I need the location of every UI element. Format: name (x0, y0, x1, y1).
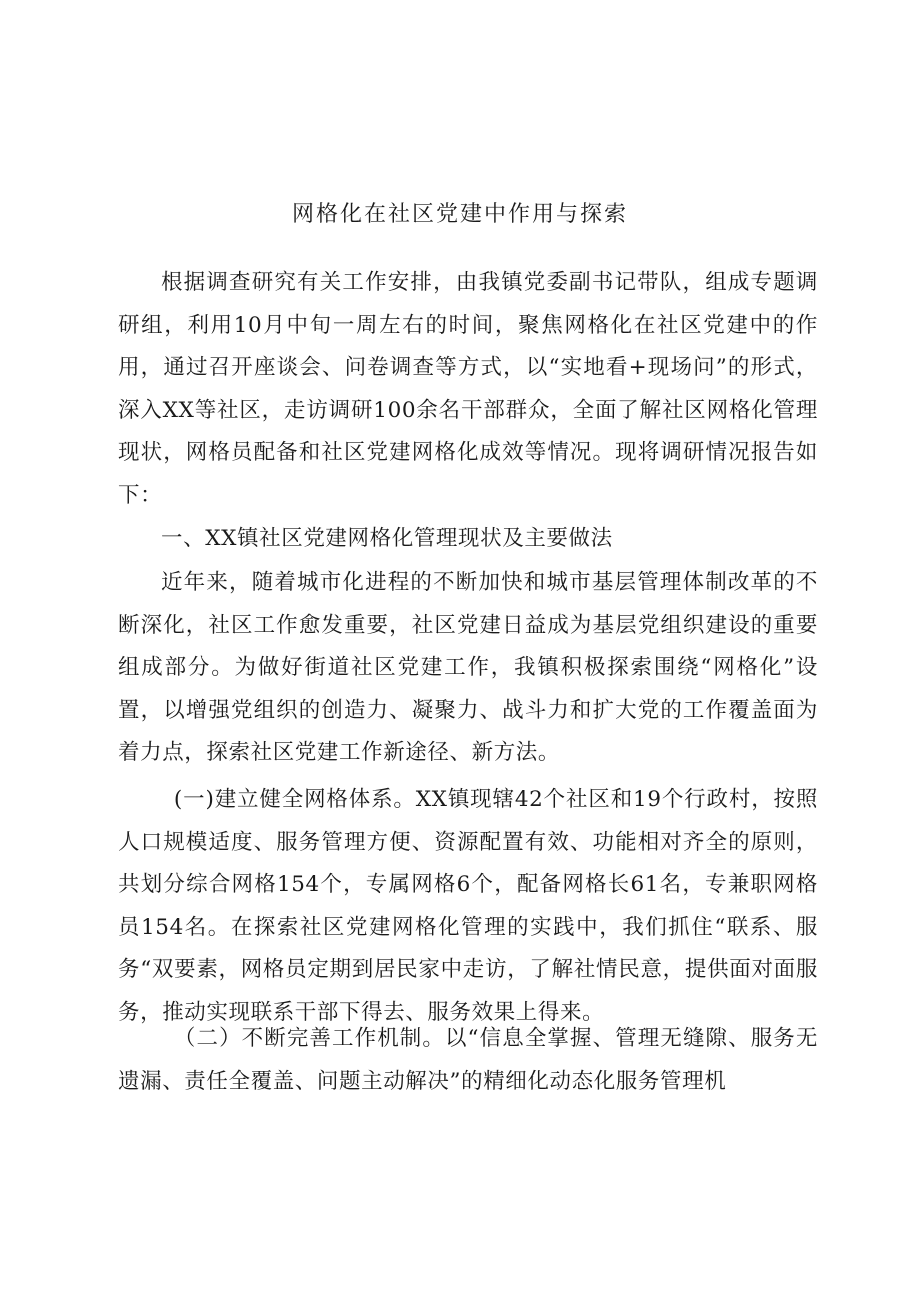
document-title: 网格化在社区党建中作用与探索 (291, 202, 628, 227)
section-1-intro-paragraph: 近年来，随着城市化进程的不断加快和城市基层管理体制改革的不断深化，社区工作愈发重要，社区党建日益成为基层党组织建设的重要组成部分。为做好街道社区党建工作，我镇积极探索围绕“网格化”设置，以增强党组织的创造力、凝聚力、战斗力和扩大党的工作覆盖面为着力点，探索社区党建工作新途径、新方法。 (118, 570, 818, 765)
section-heading-1: 一、XX镇社区党建网格化管理现状及主要做法 (161, 526, 613, 551)
subsection-1-paragraph: (一)建立健全网格体系。XX镇现辖42个社区和19个行政村，按照人口规模适度、服务管理方便、资源配置有效、功能相对齐全的原则，共划分综合网格154个，专属网格6个，配备网格长61名，专兼职网格员154名。在探索社区党建网格化管理的实践中，我们抓住“联系、服务“双要素，网格员定期到居民家中走访，了解社情民意，提供面对面服务，推动实现联系干部下得去、服务效果上得来。 (118, 787, 818, 1025)
subsection-2-paragraph: （二）不断完善工作机制。以“信息全掌握、管理无缝隙、服务无遗漏、责任全覆盖、问题主动解决”的精细化动态化服务管理机 (118, 1026, 818, 1094)
intro-paragraph: 根据调查研究有关工作安排，由我镇党委副书记带队，组成专题调研组，利用10月中旬一周左右的时间，聚焦网格化在社区党建中的作用，通过召开座谈会、问卷调查等方式，以“实地看+现场问”的形式，深入XX等社区，走访调研100余名干部群众，全面了解社区网格化管理现状，网格员配备和社区党建网格化成效等情况。现将调研情况报告如下： (118, 270, 818, 508)
